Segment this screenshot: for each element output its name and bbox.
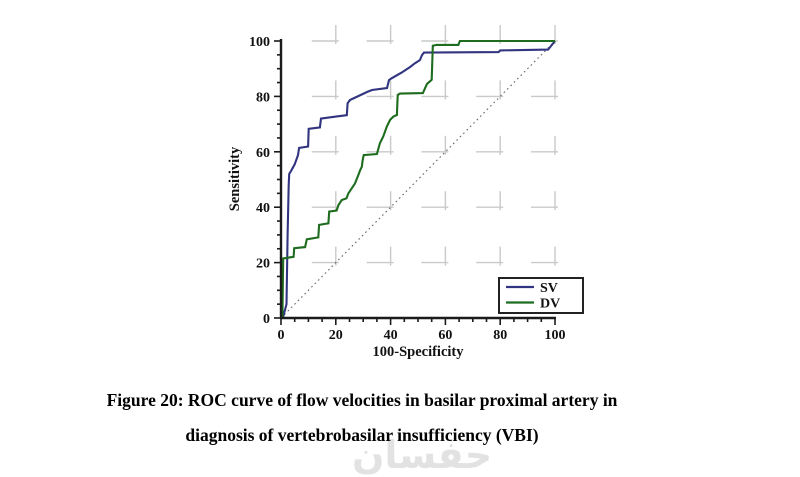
y-axis-title: Sensitivity: [227, 146, 243, 212]
roc-chart-svg: [225, 15, 605, 375]
caption-line-2: diagnosis of vertebrobasilar insufficiency (VBI): [185, 425, 539, 445]
y-tick-label: 100: [249, 35, 270, 50]
x-tick-label: 100: [544, 328, 566, 343]
x-tick-label: 80: [493, 328, 508, 343]
y-tick-label: 20: [256, 256, 270, 272]
x-tick-label: 0: [277, 328, 285, 343]
legend-sv-label: SV: [540, 281, 558, 296]
figure-caption: [0, 383, 724, 453]
caption-line-1: Figure 20: ROC curve of flow velocities in basilar proximal artery in: [106, 390, 618, 410]
x-axis-title: 100-Specificity: [372, 344, 464, 360]
watermark-text: حفسان: [352, 433, 493, 477]
x-tick-label: 60: [438, 328, 453, 343]
y-tick-label: 40: [256, 201, 270, 217]
x-tick-label: 40: [383, 328, 398, 343]
roc-figure: [225, 15, 605, 375]
x-tick-label: 20: [328, 328, 343, 343]
y-tick-label: 60: [256, 145, 270, 161]
diagonal-reference-line: [281, 41, 555, 318]
y-tick-label: 0: [263, 312, 270, 327]
legend-dv-label: DV: [540, 296, 561, 312]
y-tick-label: 80: [256, 90, 270, 106]
legend-box: [499, 278, 583, 313]
